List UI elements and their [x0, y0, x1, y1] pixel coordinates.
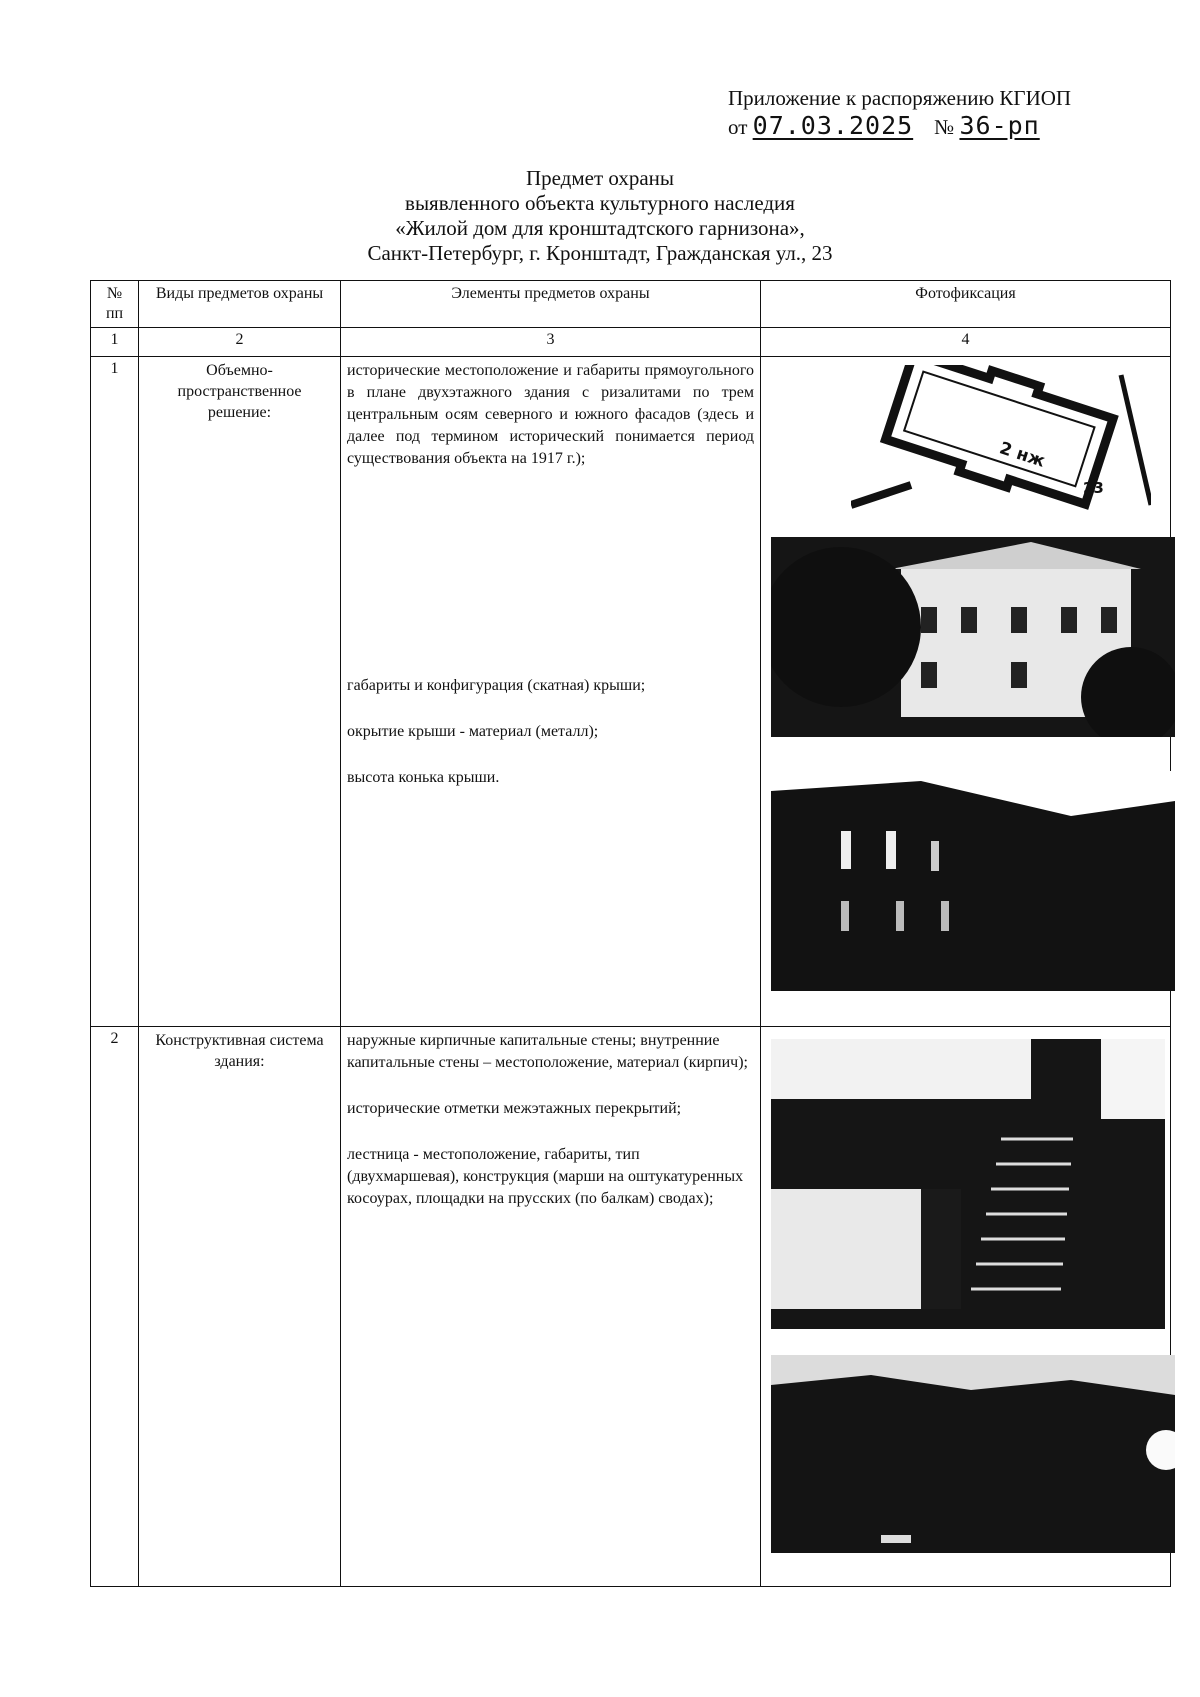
header-elements: Элементы предметов охраны — [341, 281, 761, 328]
element-item: лестница - местоположение, габариты, тип (двухмаршевая), конструкция (марши на оштукатуренных косоурах, площадки на прусских (по балкам) сводах); — [347, 1146, 744, 1207]
title-line-3: «Жилой дом для кронштадтского гарнизона», — [395, 216, 805, 240]
element-item: исторические отметки межэтажных перекрытий; — [347, 1100, 682, 1117]
plan-label: 2 нж — [996, 438, 1048, 472]
row-kind: Конструктивная система здания: — [139, 1027, 341, 1587]
protection-table — [90, 280, 1171, 1587]
vault-photo — [771, 1355, 1175, 1553]
header-kind: Виды предметов охраны — [139, 281, 341, 328]
title-line-4: Санкт-Петербург, г. Кронштадт, Гражданская ул., 23 — [367, 241, 833, 265]
appendix-header — [728, 84, 1148, 141]
element-item: габариты и конфигурация (скатная) крыши; — [347, 677, 646, 694]
order-number: 36-рп — [959, 111, 1040, 140]
element-item: высота конька крыши. — [347, 769, 500, 786]
row-photos — [761, 357, 1171, 1027]
row-number: 1 — [91, 357, 139, 1027]
facade-photo — [771, 537, 1175, 737]
order-number-sign: № — [934, 115, 955, 139]
row-number: 2 — [91, 1027, 139, 1587]
order-reference — [728, 112, 1148, 141]
column-number: 2 — [139, 328, 341, 357]
appendix-line: Приложение к распоряжению КГИОП — [728, 86, 1072, 110]
column-number-row — [91, 328, 1171, 357]
header-number: № пп — [91, 281, 139, 328]
plan-label: 23 — [1083, 479, 1104, 497]
order-from-label: от — [728, 115, 748, 139]
row-elements — [341, 357, 761, 1027]
site-plan-image — [851, 365, 1151, 515]
column-number: 1 — [91, 328, 139, 357]
header-photo: Фотофиксация — [761, 281, 1171, 328]
order-date: 07.03.2025 — [752, 111, 914, 140]
staircase-photo — [771, 1039, 1165, 1329]
column-number: 4 — [761, 328, 1171, 357]
title-line-1: Предмет охраны — [525, 166, 675, 190]
row-photos — [761, 1027, 1171, 1587]
row-kind: Объемно-пространственное решение: — [139, 357, 341, 1027]
roof-photo — [771, 771, 1175, 991]
document-title — [240, 166, 960, 266]
element-item: исторические местоположение и габариты прямоугольного в плане двухэтажного здания с ризалитами по трем центральным осям северного и южного фасадов (здесь и далее под термином исторический понимается период существования объекта на 1917 г.); — [347, 362, 754, 467]
element-item: наружные кирпичные капитальные стены; внутренние капитальные стены – местоположение, материал (кирпич); — [347, 1032, 748, 1071]
table-row — [91, 1027, 1171, 1587]
element-item: окрытие крыши - материал (металл); — [347, 723, 599, 740]
table-header-row — [91, 281, 1171, 328]
column-number: 3 — [341, 328, 761, 357]
table-row — [91, 357, 1171, 1027]
title-line-2: выявленного объекта культурного наследия — [405, 191, 795, 215]
row-elements — [341, 1027, 761, 1587]
